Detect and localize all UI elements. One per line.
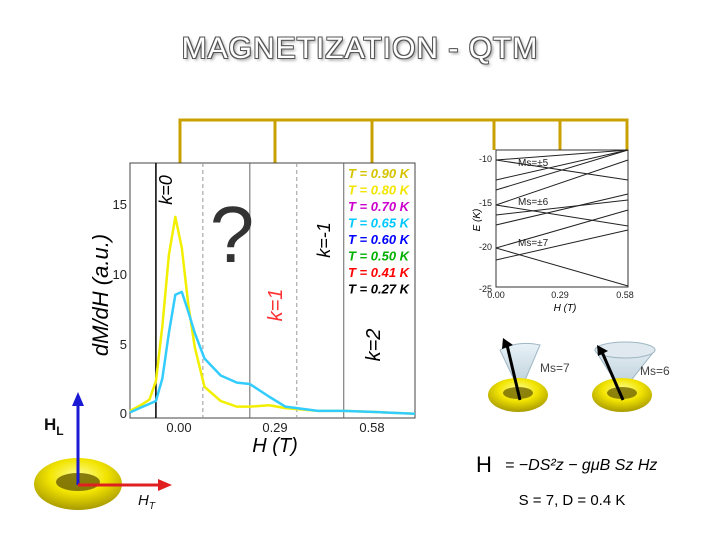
- energy-plot: [472, 150, 634, 314]
- hamiltonian: [476, 452, 657, 509]
- level-label-5: Ms=±5: [518, 158, 549, 169]
- slide-title: MAGNETIZATION - QTM: [181, 32, 539, 65]
- hamiltonian-rhs: = −DS²z − gμB Sz Hz: [505, 457, 658, 474]
- ht-label: $H_T$: [138, 492, 155, 512]
- main-y-axis-label: dM/dH (a.u.): [88, 233, 113, 357]
- extick-2: 0.58: [616, 290, 634, 300]
- temp-legend-item: T = 0.41 K: [348, 265, 410, 280]
- level-label-6: Ms=±6: [518, 197, 549, 208]
- main-x-axis-label: H (T): [252, 435, 298, 457]
- ytick-15: 15: [112, 197, 127, 212]
- temp-legend-item: T = 0.50 K: [348, 248, 410, 264]
- ms7-label: Ms=7: [540, 361, 570, 375]
- temp-legend-item: T = 0.70 K: [348, 199, 410, 214]
- question-mark: ?: [209, 190, 255, 279]
- etick-20: -20: [478, 242, 492, 252]
- etick-15: -15: [478, 198, 492, 208]
- temp-legend-item: T = 0.65 K: [348, 215, 410, 231]
- energy-plot-frame: [496, 150, 628, 287]
- params-label: S = 7, D = 0.4 K: [518, 492, 626, 509]
- ytick-10: 10: [112, 267, 127, 282]
- temp-legend-item: T = 0.60 K: [348, 232, 410, 247]
- spin-ms7-illustration: [488, 338, 570, 412]
- extick-1: 0.29: [551, 290, 569, 300]
- xtick-0: 0.00: [166, 420, 192, 435]
- spin-ms6-illustration: [592, 342, 670, 412]
- main-yticks: [113, 197, 127, 421]
- temperature-legend: [348, 166, 411, 297]
- etick-10: -10: [478, 154, 492, 164]
- temp-legend-item: T = 0.90 K: [348, 166, 410, 181]
- temp-legend-item: T = 0.27 K: [348, 281, 410, 297]
- main-xticks: [166, 420, 384, 435]
- ms6-label: Ms=6: [640, 364, 670, 378]
- ytick-5: 5: [119, 337, 127, 352]
- hl-label: $H_L$: [44, 415, 64, 438]
- k0-label: k=0: [156, 175, 176, 205]
- energy-x-label: H (T): [553, 303, 577, 314]
- xtick-1: 0.29: [262, 420, 288, 435]
- k1-label: k=1: [265, 288, 287, 322]
- energy-y-label: E (K): [472, 208, 483, 232]
- temp-legend-item: T = 0.80 K: [348, 182, 410, 198]
- etick-25: -25: [478, 284, 492, 294]
- extick-0: 0.00: [487, 290, 505, 300]
- k-minus1-label: k=-1: [314, 222, 334, 258]
- hamiltonian-symbol: H: [476, 452, 492, 477]
- xtick-2: 0.58: [359, 420, 385, 435]
- energy-xticks: [487, 290, 634, 300]
- level-label-7: Ms=±7: [518, 238, 549, 249]
- ytick-0: 0: [119, 406, 127, 421]
- k2-label: k=2: [363, 328, 385, 362]
